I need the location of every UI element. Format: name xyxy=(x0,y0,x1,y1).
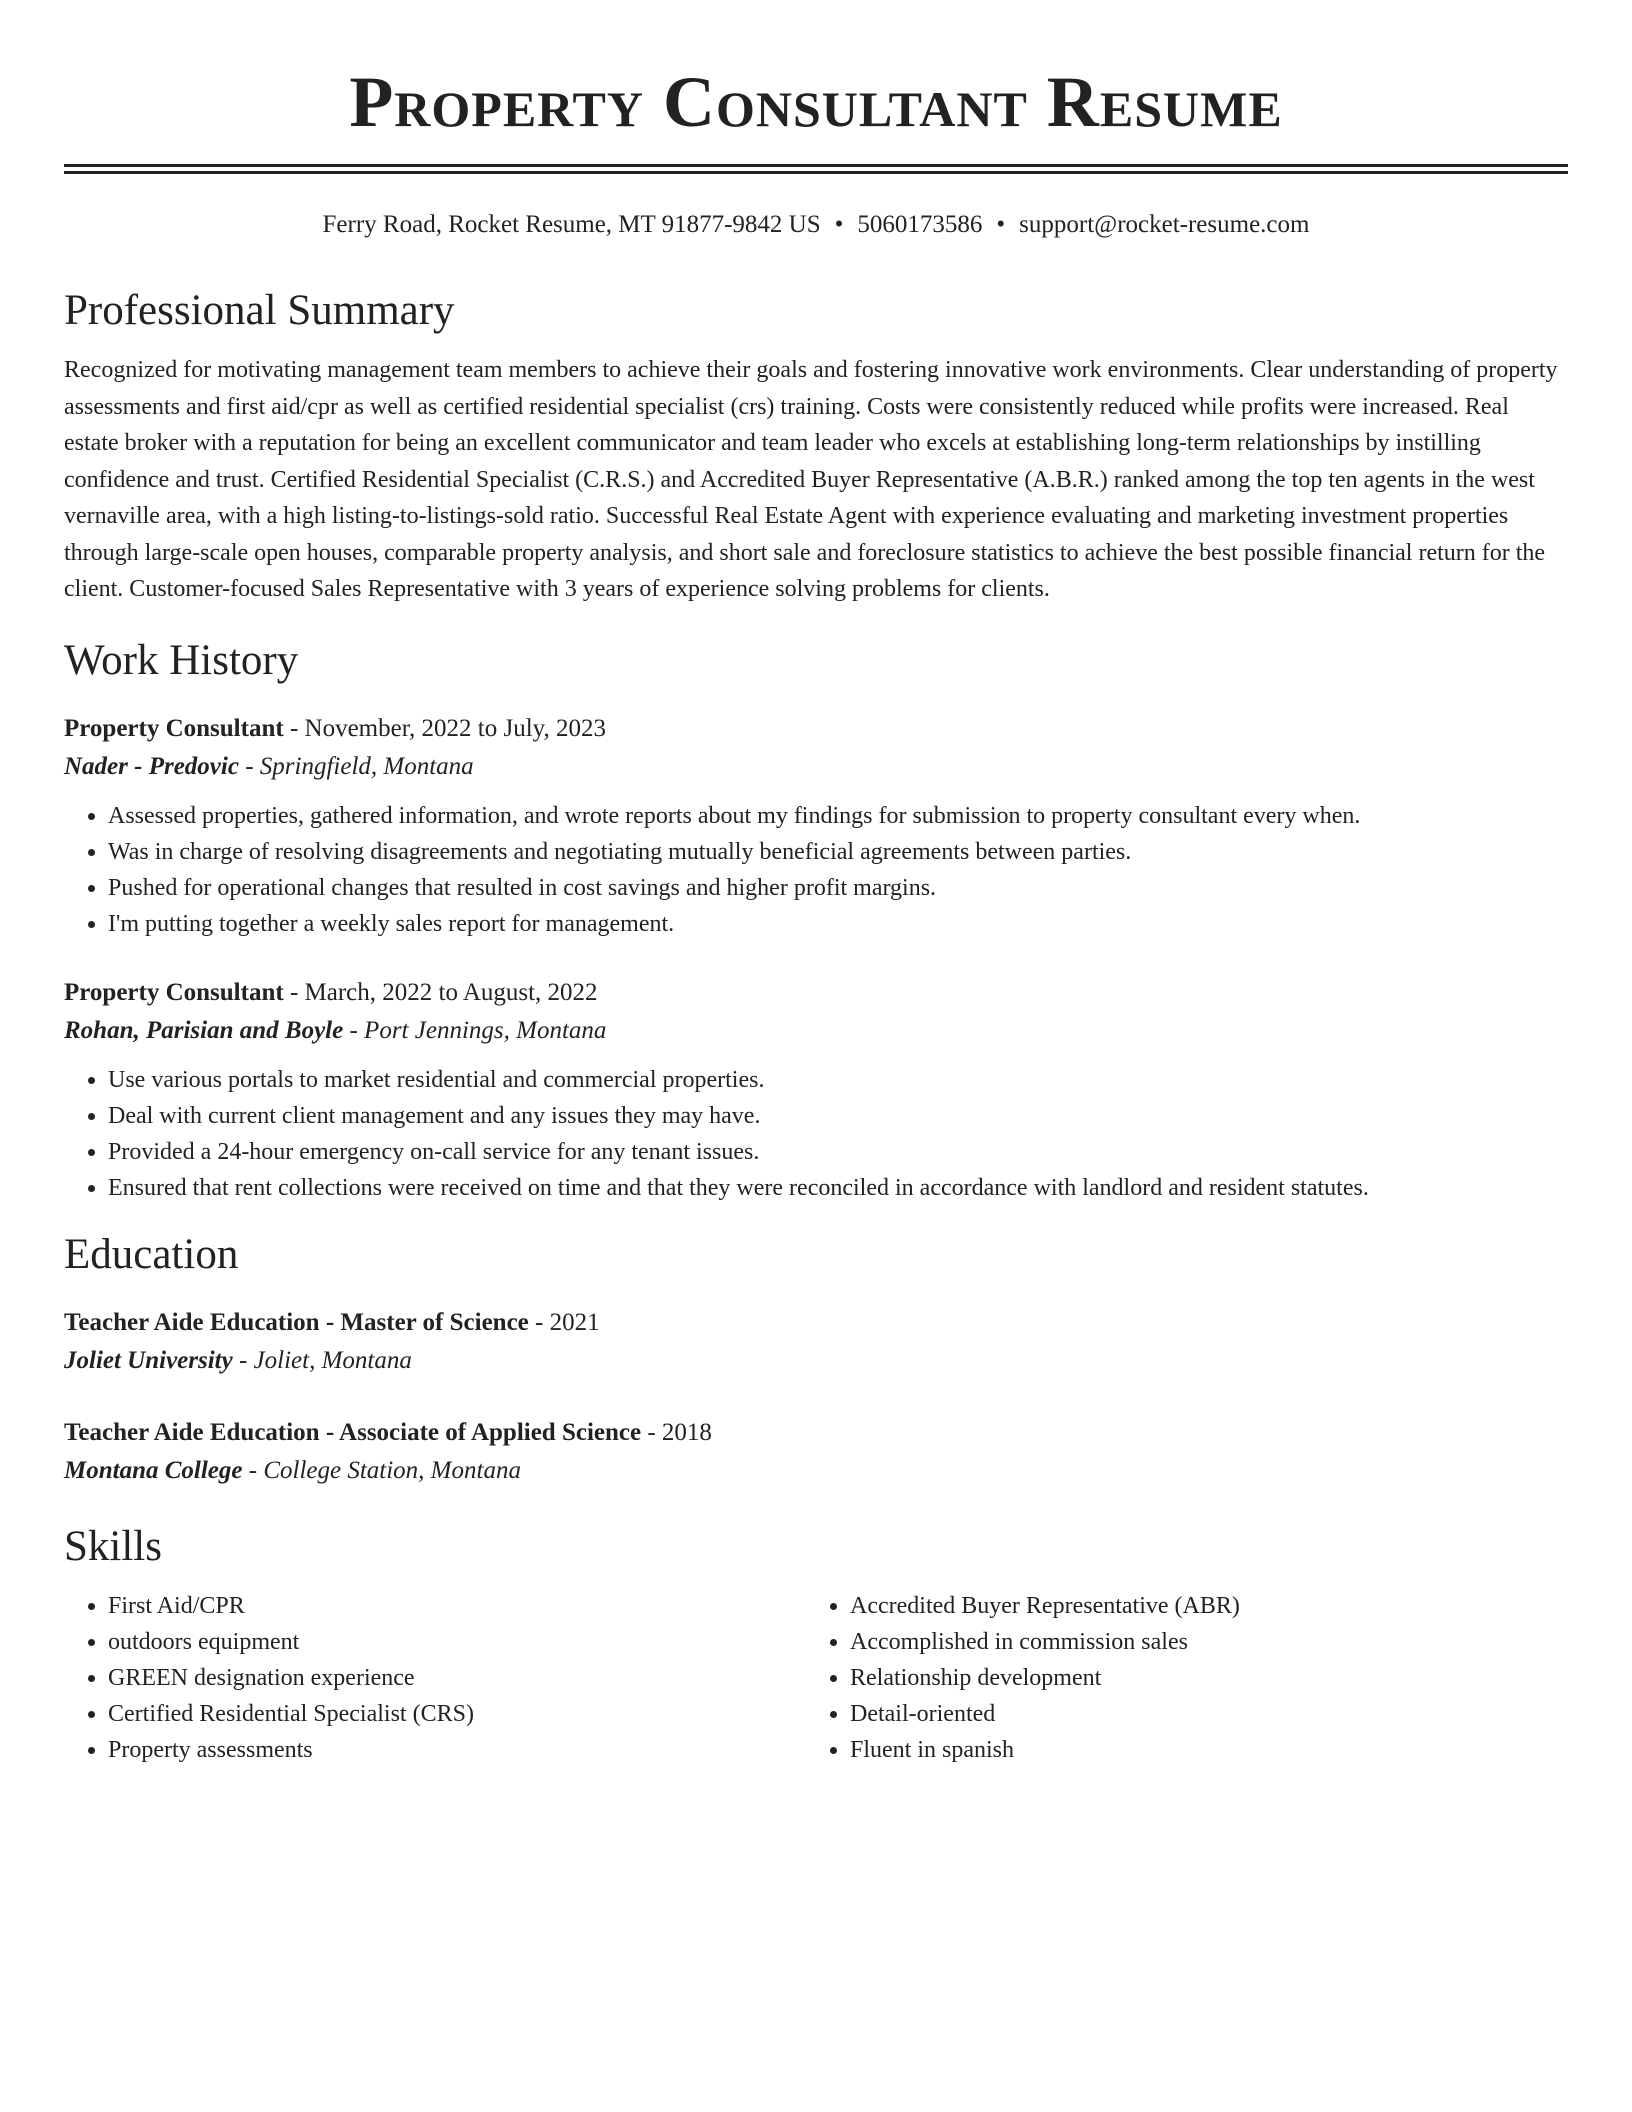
job-company: Rohan, Parisian and Boyle xyxy=(64,1016,344,1044)
contact-line xyxy=(64,208,1568,242)
skill-item: • Accomplished in commission sales xyxy=(850,1624,1568,1660)
job-duty: • Ensured that rent collections were received on time and that they were reconciled in accordance with landlord and resident statutes. xyxy=(108,1170,1568,1206)
job-duty: • Was in charge of resolving disagreements and negotiating mutually beneficial agreements between parties. xyxy=(108,834,1568,870)
skill-item: • Accredited Buyer Representative (ABR) xyxy=(850,1588,1568,1624)
job-duty: • Use various portals to market residential and commercial properties. xyxy=(108,1062,1568,1098)
skills-section xyxy=(64,1520,1568,1768)
education-year: - 2018 xyxy=(641,1418,712,1446)
job-duty: • I'm putting together a weekly sales report for management. xyxy=(108,906,1568,942)
skills-heading: Skills xyxy=(64,1522,162,1570)
job-title: Property Consultant xyxy=(64,714,284,742)
job-company-line xyxy=(64,748,1568,786)
resume-title: Property Consultant Resume xyxy=(349,62,1283,142)
education-location: - College Station, Montana xyxy=(242,1456,521,1484)
job-duties-list xyxy=(64,1062,1568,1206)
skill-item: • GREEN designation experience xyxy=(108,1660,806,1696)
job-title-line xyxy=(64,974,1568,1012)
education-degree: Teacher Aide Education - Associate of Applied Science xyxy=(64,1418,642,1446)
skill-item: • Detail-oriented xyxy=(850,1696,1568,1732)
job-dates: - March, 2022 to August, 2022 xyxy=(283,978,598,1006)
skill-item: • Certified Residential Specialist (CRS) xyxy=(108,1696,806,1732)
job-dates: - November, 2022 to July, 2023 xyxy=(283,714,607,742)
job-location: - Springfield, Montana xyxy=(238,752,474,780)
education-location: - Joliet, Montana xyxy=(232,1346,412,1374)
job-duty: • Assessed properties, gathered information, and wrote reports about my findings for submission to property consultant every when. xyxy=(108,798,1568,834)
summary-section xyxy=(64,284,1568,608)
job-duty: • Deal with current client management and any issues they may have. xyxy=(108,1098,1568,1134)
work-history-section xyxy=(64,634,1568,1206)
education-heading: Education xyxy=(64,1230,239,1278)
contact-phone: 5060173586 xyxy=(857,211,983,238)
education-school-line xyxy=(64,1452,1568,1490)
education-degree: Teacher Aide Education - Master of Science xyxy=(64,1308,529,1336)
skill-item: • Fluent in spanish xyxy=(850,1732,1568,1768)
education-degree-line xyxy=(64,1304,1568,1342)
work-history-heading: Work History xyxy=(64,636,299,684)
job-company: Nader - Predovic xyxy=(64,752,239,780)
job-duty: • Provided a 24-hour emergency on-call service for any tenant issues. xyxy=(108,1134,1568,1170)
contact-address: Ferry Road, Rocket Resume, MT 91877-9842 US xyxy=(322,211,821,238)
job-title-line xyxy=(64,710,1568,748)
education-school: Joliet University xyxy=(64,1346,233,1374)
skills-grid xyxy=(64,1588,1568,1768)
job-duties-list xyxy=(64,798,1568,942)
education-section xyxy=(64,1228,1568,1490)
skill-item: • Relationship development xyxy=(850,1660,1568,1696)
job-location: - Port Jennings, Montana xyxy=(343,1016,607,1044)
skills-list-right xyxy=(806,1588,1568,1768)
contact-separator: • xyxy=(834,211,844,238)
job-entry xyxy=(64,710,1568,942)
job-company-line xyxy=(64,1012,1568,1050)
skill-item: • outdoors equipment xyxy=(108,1624,806,1660)
contact-separator: • xyxy=(996,211,1006,238)
skill-item: • Property assessments xyxy=(108,1732,806,1768)
title-divider xyxy=(64,164,1568,174)
contact-email: support@rocket-resume.com xyxy=(1019,211,1310,238)
job-duty: • Pushed for operational changes that resulted in cost savings and higher profit margins. xyxy=(108,870,1568,906)
job-title: Property Consultant xyxy=(64,978,284,1006)
skill-item: • First Aid/CPR xyxy=(108,1588,806,1624)
summary-text: Recognized for motivating management team members to achieve their goals and fostering innovative work environments. Clear understanding of property assessments and first aid/cpr as well as certified residential specialist (crs) training. Costs were consistently reduced while profits were increased. Real estate broker with a reputation for being an excellent communicator and team leader who excels at establishing long-term relationships by instilling confidence and trust. Certified Residential Specialist (C.R.S.) and Accredited Buyer Representative (A.B.R.) ranked among the top ten agents in the west vernaville area, with a high listing-to-listings-sold ratio. Successful Real Estate Agent with experience evaluating and marketing investment properties through large-scale open houses, comparable property analysis, and short sale and foreclosure statistics to achieve the best possible financial return for the client. Customer-focused Sales Representative with 3 years of experience solving problems for clients. xyxy=(64,357,1558,602)
summary-heading: Professional Summary xyxy=(64,287,455,334)
education-year: - 2021 xyxy=(528,1308,600,1336)
education-school: Montana College xyxy=(64,1456,243,1484)
job-entry xyxy=(64,974,1568,1206)
education-entry xyxy=(64,1304,1568,1380)
skills-list-left xyxy=(64,1588,806,1768)
education-degree-line xyxy=(64,1414,1568,1452)
education-school-line xyxy=(64,1342,1568,1380)
education-entry xyxy=(64,1414,1568,1490)
